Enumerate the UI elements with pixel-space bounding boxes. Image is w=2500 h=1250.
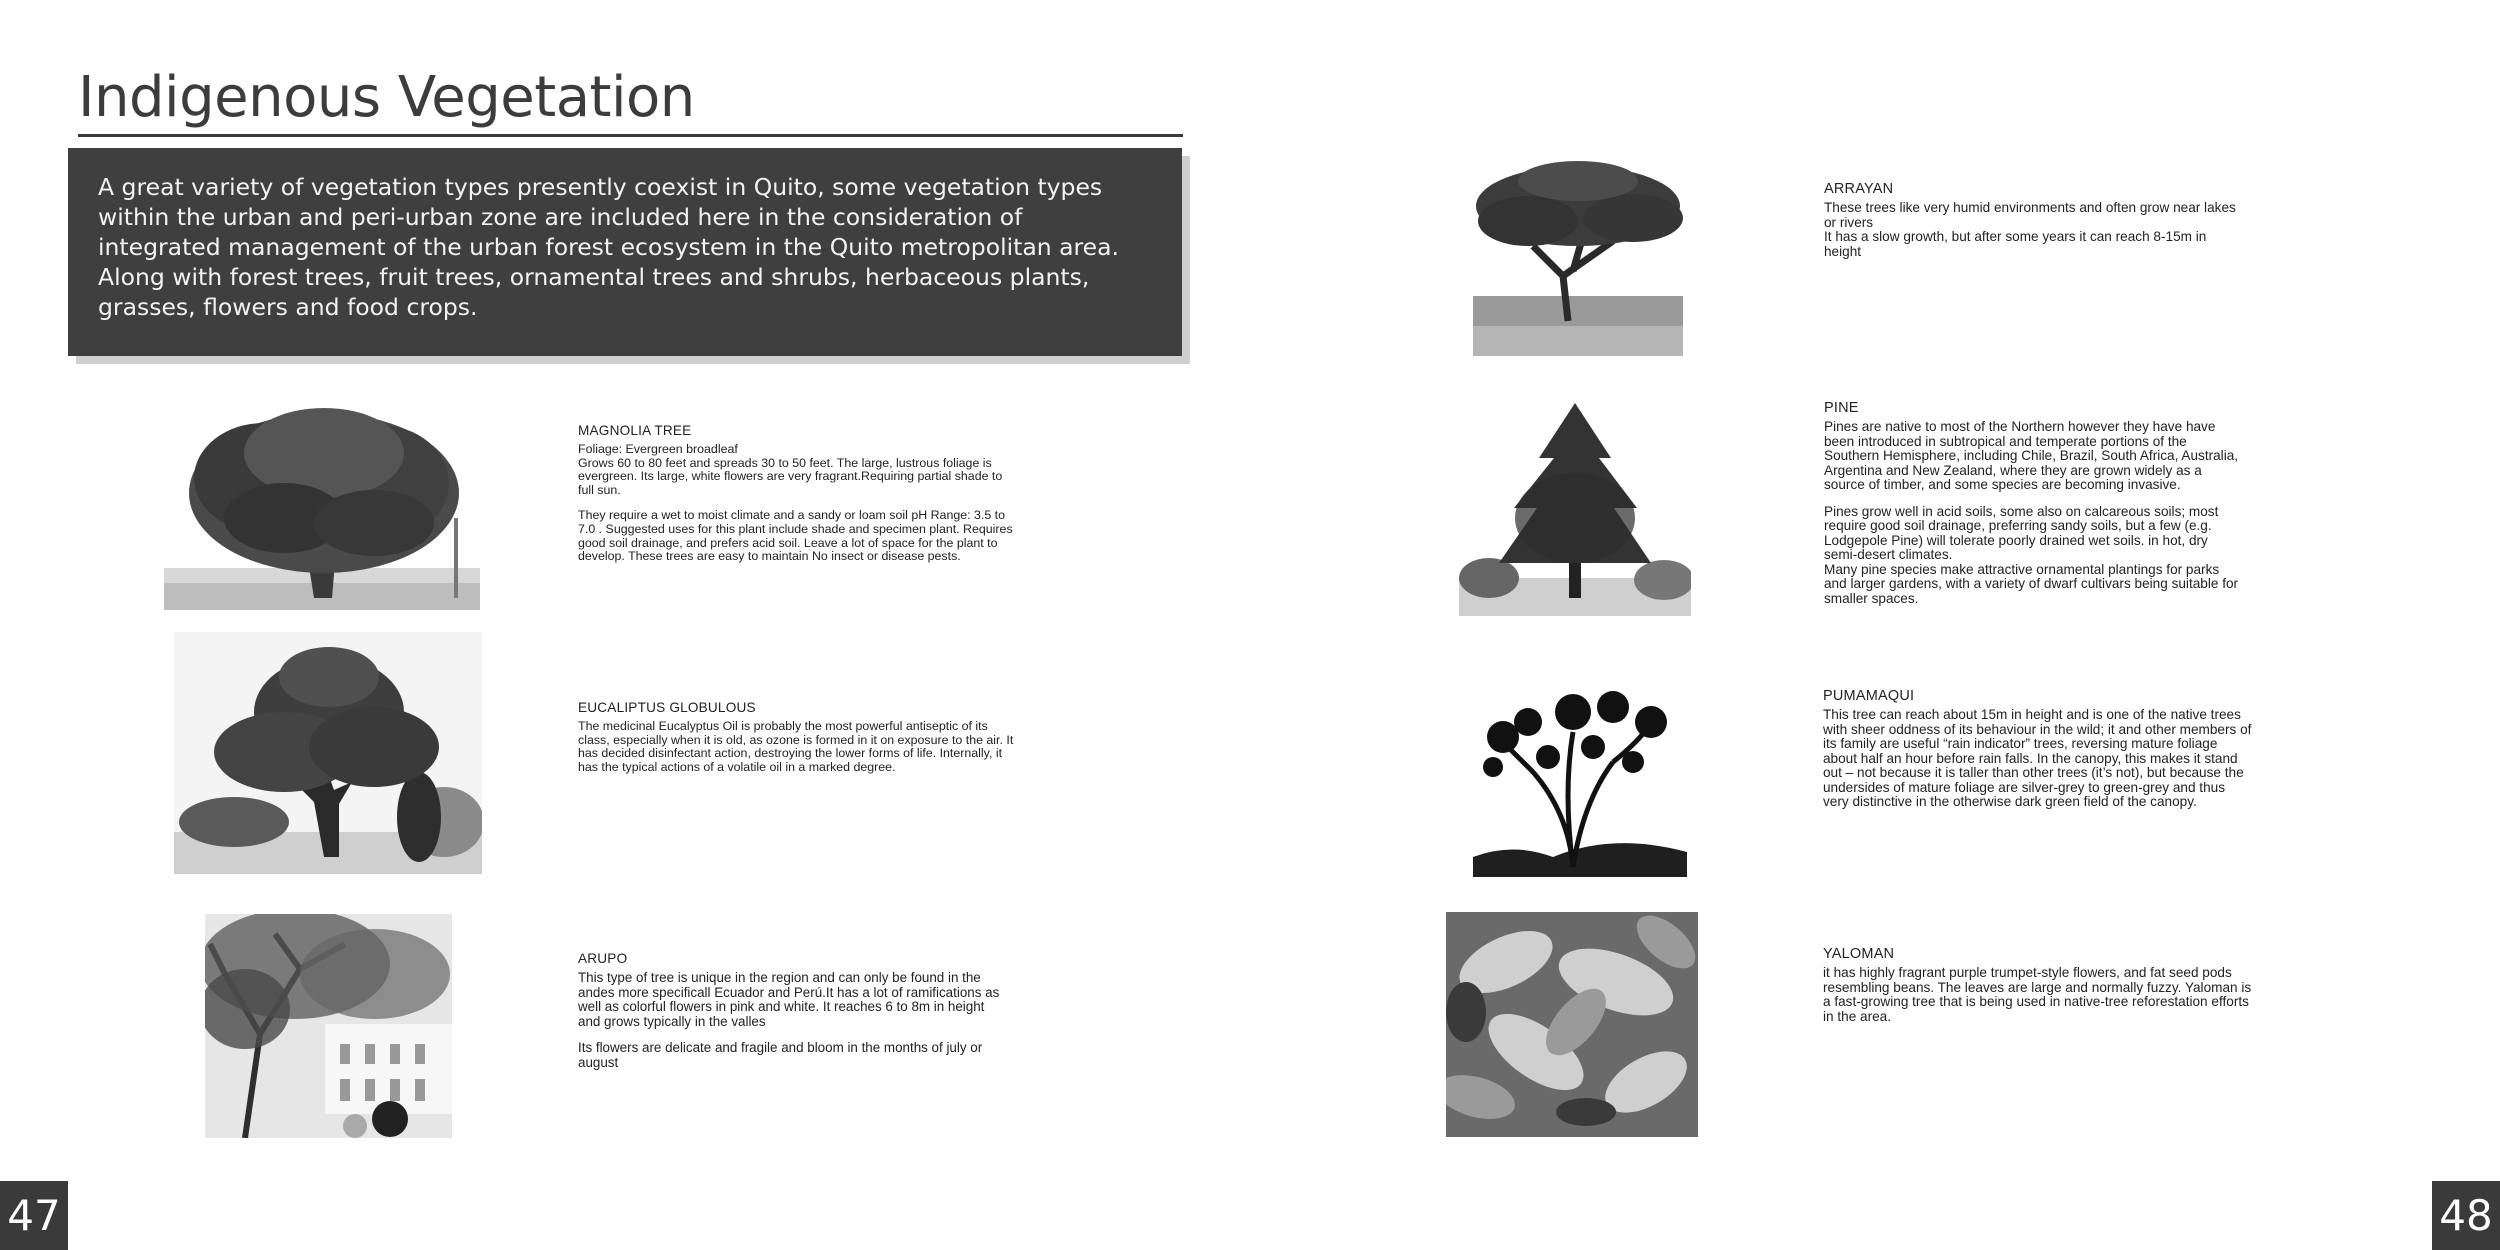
entry-yaloman bbox=[1823, 946, 2253, 1036]
entry-paragraph: Pines grow well in acid soils, some also on calcareous soils; most require good soil drainage, preferring sandy soils, but a few (e.g. Lodgepole Pine) will tolerate poorly drained wet soils. in hot, dry semi-desert climates. Many pine species make attractive ornamental plantings for parks and larger gardens, with a variety of dwarf cultivars being suitable for smaller spaces. bbox=[1824, 503, 2239, 606]
entry-title: YALOMAN bbox=[1823, 946, 1895, 962]
pumamaqui-tree-photo bbox=[1473, 672, 1687, 877]
entry-paragraph: The medicinal Eucalyptus Oil is probably the most powerful antiseptic of its class, especially when it is old, as ozone is formed in it on exposure to the air. It has decided disinfectant action, destroying the lower forms of life. Internally, it has the typical actions of a volatile oil in a marked degree. bbox=[578, 719, 1014, 774]
entry-paragraph: it has highly fragrant purple trumpet-style flowers, and fat seed pods resembling beans. The leaves are large and normally fuzzy. Yaloman is a fast-growing tree that is being used in native-tree reforestation efforts in the area. bbox=[1823, 965, 2252, 1024]
entry-arupo bbox=[578, 951, 1008, 1083]
eucalyptus-tree-photo bbox=[174, 632, 482, 874]
entry-paragraph: This type of tree is unique in the region and can only be found in the andes more specificall Ecuador and Perú.It has a lot of ramifications as well as colorful flowers in pink and white. It reaches 6 to 8m in height and grows typically in the valles bbox=[578, 970, 1000, 1029]
entry-title: PUMAMAQUI bbox=[1823, 688, 1915, 704]
pine-tree-photo bbox=[1459, 398, 1691, 616]
entry-paragraph: Its flowers are delicate and fragile and bloom in the months of july or august bbox=[578, 1040, 983, 1070]
entry-title: EUCALIPTUS GLOBULOUS bbox=[578, 700, 756, 715]
arrayan-tree-photo bbox=[1473, 146, 1683, 356]
entry-paragraph: This tree can reach about 15m in height and is one of the native trees with sheer oddness of its behaviour in the wild; it and other members of its family are useful “rain indicator” trees, reversing mature foliage about half an hour before rain falls. In the canopy, this makes it stand out – not because it is taller than other trees (it’s not), but because the undersides of mature foliage are silver-grey to green-grey and thus very distinctive in the otherwise dark green field of the canopy. bbox=[1823, 707, 2252, 809]
entry-pumamaqui bbox=[1823, 688, 2253, 822]
page-title: Indigenous Vegetation bbox=[78, 62, 1183, 137]
entry-arrayan bbox=[1824, 181, 2244, 271]
entry-title: MAGNOLIA TREE bbox=[578, 423, 692, 438]
arupo-tree-photo bbox=[205, 914, 452, 1138]
entry-eucaliptus-globulous bbox=[578, 700, 1018, 786]
yaloman-tree-photo bbox=[1446, 912, 1698, 1137]
page-number-left: 47 bbox=[0, 1181, 68, 1250]
entry-paragraph: Pines are native to most of the Northern however they have have been introduced in subtropical and temperate portions of the Southern Hemisphere, including Chile, Brazil, South Africa, Australia, Argentina and New Zealand, where they are grown widely as a source of timber, and some species are becoming invasive. bbox=[1824, 419, 2239, 492]
magnolia-tree-photo bbox=[164, 398, 480, 610]
page-number-right: 48 bbox=[2432, 1181, 2500, 1250]
entry-paragraph: These trees like very humid environments and often grow near lakes or rivers It has a slow growth, but after some years it can reach 8-15m in height bbox=[1824, 200, 2236, 259]
entry-title: PINE bbox=[1824, 400, 1859, 416]
entry-magnolia-tree bbox=[578, 423, 1018, 576]
intro-box bbox=[68, 148, 1182, 356]
entry-paragraph: They require a wet to moist climate and a sandy or loam soil pH Range: 3.5 to 7.0 . Suggested uses for this plant include shade and specimen plant. Requires good soil drainage, and prefers acid soil. Leave a lot of space for the plant to develop. These trees are easy to maintain No insect or disease pests. bbox=[578, 508, 1013, 564]
intro-text: A great variety of vegetation types presently coexist in Quito, some vegetation types within the urban and peri-urban zone are included here in the consideration of integrated management of the urban forest ecosystem in the Quito metropolitan area. Along with forest trees, fruit trees, ornamental trees and shrubs, herbaceous plants, grasses, flowers and food crops. bbox=[98, 173, 1119, 321]
entry-pine bbox=[1824, 400, 2244, 618]
entry-paragraph: Foliage: Evergreen broadleaf Grows 60 to 80 feet and spreads 30 to 50 feet. The large, lustrous foliage is evergreen. Its large, white flowers are very fragrant.Requiring partial shade to full sun. bbox=[578, 442, 1003, 497]
entry-title: ARUPO bbox=[578, 951, 628, 966]
entry-title: ARRAYAN bbox=[1824, 181, 1894, 197]
